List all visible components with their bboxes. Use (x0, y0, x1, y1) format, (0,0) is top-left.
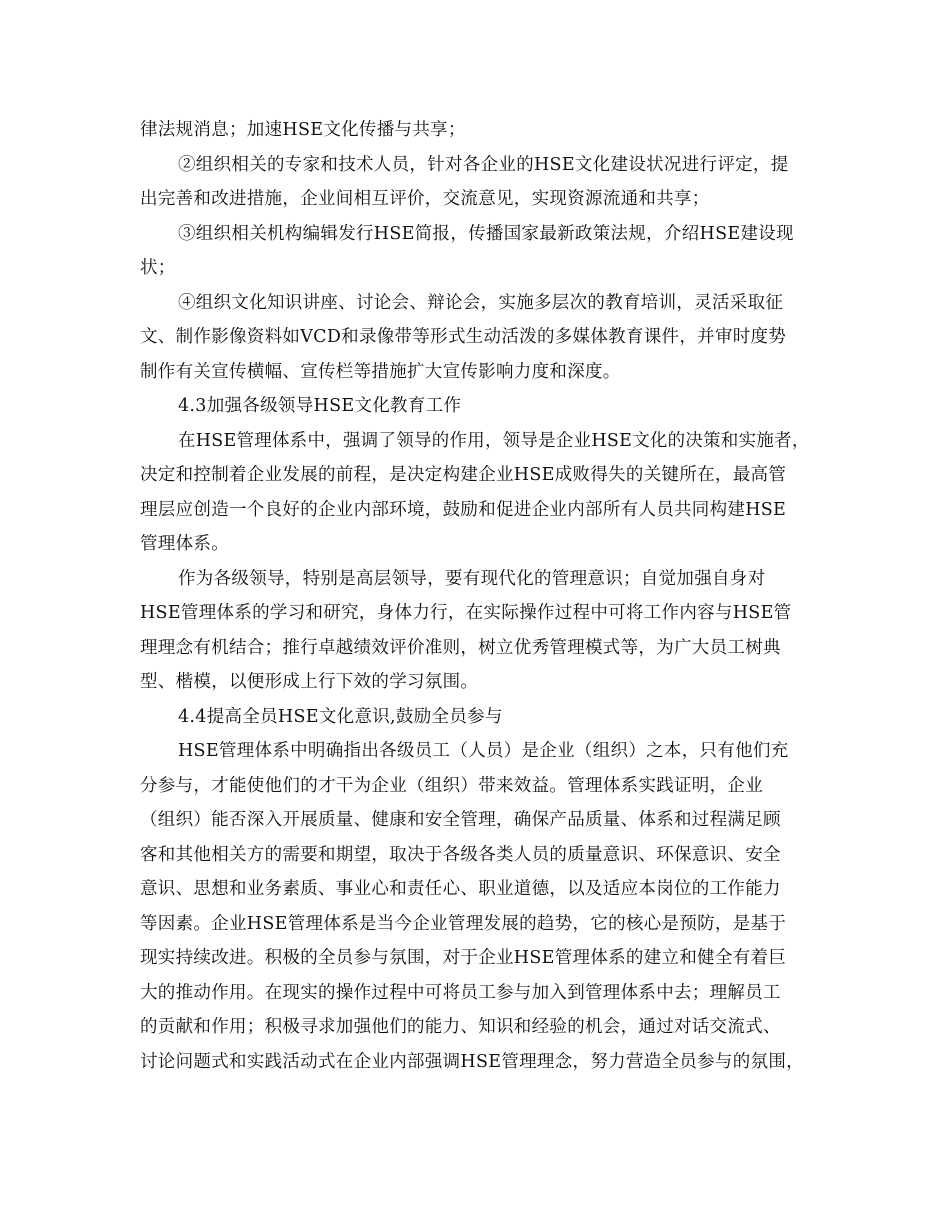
body-text-line: 客和其他相关方的需要和期望，取决于各级各类人员的质量意识、环保意识、安全 (140, 845, 781, 865)
body-text-line: （组织）能否深入开展质量、健康和安全管理，确保产品质量、体系和过程满足顾 (140, 810, 781, 830)
body-text-line: 现实持续改进。积极的全员参与氛围，对于企业HSE管理体系的建立和健全有着巨 (140, 948, 787, 968)
paragraph-first-line: 作为各级领导，特别是高层领导，要有现代化的管理意识；自觉加强自身对 (178, 569, 766, 589)
body-text-line: 文、制作影像资料如VCD和录像带等形式生动活泼的多媒体教育课件，并审时度势 (140, 327, 787, 347)
section-heading-4-3: 4.3加强各级领导HSE文化教育工作 (178, 396, 462, 416)
body-text-line: 分参与，才能使他们的才干为企业（组织）带来效益。管理体系实践证明，企业 (140, 776, 763, 796)
body-text-line: 等因素。企业HSE管理体系是当今企业管理发展的趋势，它的核心是预防，是基于 (140, 914, 787, 934)
body-text-line: HSE管理体系的学习和研究，身体力行，在实际操作过程中可将工作内容与HSE管 (140, 603, 792, 623)
list-item-3: ③组织相关机构编辑发行HSE简报，传播国家最新政策法规，介绍HSE建设现 (178, 224, 794, 244)
body-text-line: 律法规消息；加速HSE文化传播与共享； (140, 120, 466, 140)
body-text-line: 理理念有机结合；推行卓越绩效评价准则，树立优秀管理模式等，为广大员工树典 (140, 638, 781, 658)
list-item-4: ④组织文化知识讲座、讨论会、辩论会，实施多层次的教育培训，灵活采取征 (178, 293, 784, 313)
body-text-line: 讨论问题式和实践活动式在企业内部强调HSE管理理念，努力营造全员参与的氛围， (140, 1052, 804, 1072)
body-text-line: 型、楷模，以便形成上行下效的学习氛围。 (140, 672, 479, 692)
body-text-line: 理层应创造一个良好的企业内部环境，鼓励和促进企业内部所有人员共同构建HSE (140, 500, 787, 520)
body-text-line: 决定和控制着企业发展的前程，是决定构建企业HSE成败得失的关键所在，最高管 (140, 465, 787, 485)
paragraph-first-line: 在HSE管理体系中，强调了领导的作用，领导是企业HSE文化的决策和实施者， (178, 431, 810, 451)
body-text-line: 制作有关宣传横幅、宣传栏等措施扩大宣传影响力度和深度。 (140, 362, 621, 382)
body-text-line: 的贡献和作用；积极寻求加强他们的能力、知识和经验的机会，通过对话交流式、 (140, 1017, 781, 1037)
body-text-line: 出完善和改进措施，企业间相互评价，交流意见，实现资源流通和共享； (140, 189, 710, 209)
paragraph-first-line: HSE管理体系中明确指出各级员工（人员）是企业（组织）之本，只有他们充 (178, 741, 789, 761)
body-text-line: 状； (140, 258, 176, 278)
body-text-line: 大的推动作用。在现实的操作过程中可将员工参与加入到管理体系中去；理解员工 (140, 983, 781, 1003)
body-text-line: 意识、思想和业务素质、事业心和责任心、职业道德，以及适应本岗位的工作能力 (140, 879, 781, 899)
section-heading-4-4: 4.4提高全员HSE文化意识,鼓励全员参与 (178, 707, 503, 727)
body-text-line: 管理体系。 (140, 534, 229, 554)
list-item-2: ②组织相关的专家和技术人员，针对各企业的HSE文化建设状况进行评定，提 (178, 155, 789, 175)
